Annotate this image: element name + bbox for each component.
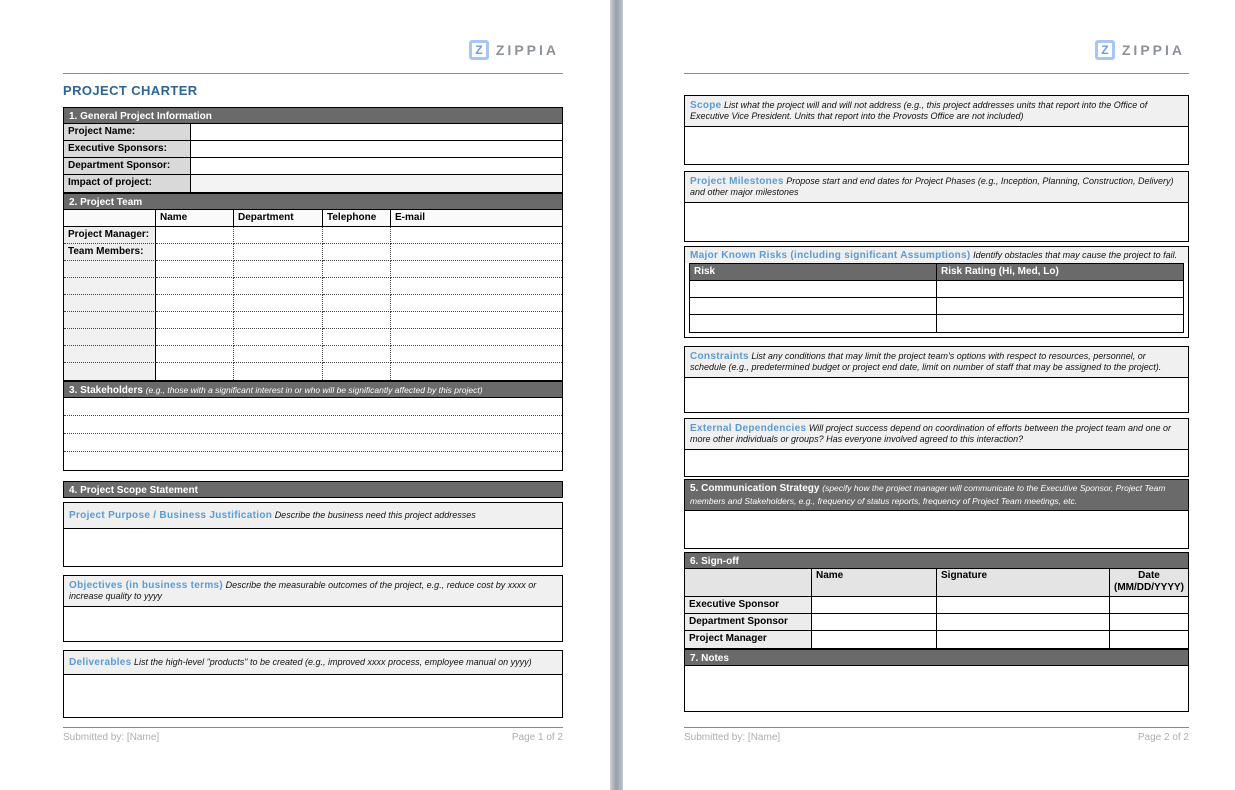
cell-input[interactable]: [391, 312, 562, 329]
cell-input[interactable]: [234, 295, 323, 312]
sign-off-table: [684, 569, 1189, 649]
page-1-footer: [63, 727, 563, 743]
page-number: Page 2 of 2: [1137, 732, 1189, 743]
cell-input[interactable]: [156, 329, 234, 346]
col-header-date: Date (MM/DD/YYYY): [1110, 569, 1188, 597]
risk-row: [690, 298, 1183, 315]
cell-input[interactable]: [323, 329, 391, 346]
section-5-header: 5. Communication Strategy (specify how the project manager will communicate to the Executive Sponsor, Project Team members and Stakeholders, e.g., frequency of status reports, frequency of Project Team meetings, etc.: [685, 480, 1188, 511]
constraints-box: [684, 346, 1189, 413]
team-empty-row: [64, 295, 562, 312]
cell-input[interactable]: [391, 278, 562, 295]
deliverables-box: [63, 650, 563, 718]
constraints-input[interactable]: [685, 378, 1188, 412]
col-header-email: E-mail: [391, 210, 562, 227]
cell-input[interactable]: [690, 281, 937, 298]
zippia-wordmark: ZIPPIA: [1121, 42, 1185, 58]
cell-input[interactable]: [156, 312, 234, 329]
project-manager-row: [64, 227, 562, 244]
sign-off-header-row: [685, 569, 1188, 597]
cell-input[interactable]: [690, 315, 937, 332]
external-dependencies-input[interactable]: [685, 450, 1188, 476]
submitted-by: Submitted by: [Name]: [63, 732, 160, 743]
cell-input[interactable]: [937, 631, 1110, 648]
scope-heading: Scope List what the project will and will not address (e.g., this project addresses units that report into the Office of Executive Vice President. Units that report into the Provosts Office are not included): [685, 96, 1188, 127]
zippia-logo: [1095, 40, 1185, 60]
objectives-input[interactable]: [64, 607, 562, 641]
team-table-header-row: [64, 210, 562, 227]
team-empty-row: [64, 329, 562, 346]
milestones-input[interactable]: [685, 203, 1188, 241]
team-empty-row: [64, 346, 562, 363]
page-1-header: [63, 0, 563, 74]
cell-input[interactable]: [1110, 631, 1188, 648]
section-3-header: 3. Stakeholders (e.g., those with a significant interest in or who will be significantly affected by this project): [63, 381, 563, 398]
section-2-header: 2. Project Team: [63, 193, 563, 210]
scope-box: [684, 95, 1189, 165]
communication-strategy-box: [684, 479, 1189, 549]
cell-input[interactable]: [156, 346, 234, 363]
cell-input[interactable]: [323, 227, 391, 244]
sign-off-corner-cell: [685, 569, 812, 597]
team-empty-row: [64, 261, 562, 278]
table-row: [64, 141, 562, 158]
col-header-risk: Risk: [690, 264, 937, 281]
cell-input[interactable]: [391, 363, 562, 380]
cell-input[interactable]: [391, 244, 562, 261]
deliverables-heading: Deliverables List the high-level "products" to be created (e.g., improved xxxx process, employee manual on yyyy): [64, 651, 562, 675]
cell-input[interactable]: [391, 227, 562, 244]
section-1-header: 1. General Project Information: [63, 107, 563, 124]
risks-box: [684, 246, 1189, 338]
risks-heading: Major Known Risks (including significant Assumptions) Identify obstacles that may cause the project to fail.: [685, 247, 1188, 263]
cell-input[interactable]: [937, 281, 1183, 298]
cell-input[interactable]: [323, 363, 391, 380]
notes-input[interactable]: [684, 666, 1189, 712]
cell-input[interactable]: [391, 346, 562, 363]
section-4-header: 4. Project Scope Statement: [63, 481, 563, 498]
deliverables-input[interactable]: [64, 675, 562, 717]
project-manager-label: Project Manager: [685, 631, 812, 648]
cell-input[interactable]: [937, 614, 1110, 631]
team-corner-cell: [64, 210, 156, 227]
stakeholders-box: [63, 398, 563, 471]
table-row: [64, 124, 562, 141]
project-manager-row: [685, 631, 1188, 648]
cell-input[interactable]: [234, 329, 323, 346]
project-purpose-input[interactable]: [64, 529, 562, 566]
team-empty-row: [64, 363, 562, 380]
col-header-signature: Signature: [937, 569, 1110, 597]
cell-input[interactable]: [323, 261, 391, 278]
team-members-row: [64, 244, 562, 261]
cell-input[interactable]: [234, 244, 323, 261]
cell-input[interactable]: [1110, 614, 1188, 631]
project-team-table: [63, 210, 563, 381]
cell-input[interactable]: [690, 298, 937, 315]
department-sponsor-row: [685, 614, 1188, 631]
section-7-header: 7. Notes: [684, 649, 1189, 666]
cell-input[interactable]: [156, 244, 234, 261]
scope-input[interactable]: [685, 127, 1188, 164]
cell-input[interactable]: [156, 363, 234, 380]
cell-input[interactable]: [812, 614, 937, 631]
cell-input[interactable]: [1110, 597, 1188, 614]
project-purpose-box: [63, 502, 563, 567]
cell-input[interactable]: [391, 261, 562, 278]
risk-row: [690, 281, 1183, 298]
cell-input[interactable]: [234, 312, 323, 329]
cell-input[interactable]: [812, 597, 937, 614]
zippia-logo-icon: Z: [1095, 40, 1115, 60]
table-row: [64, 158, 562, 175]
page-1: [0, 0, 610, 790]
objectives-box: [63, 575, 563, 642]
cell-input[interactable]: [234, 346, 323, 363]
team-empty-row: [64, 312, 562, 329]
page-2-header: [684, 0, 1189, 74]
stakeholder-input-row[interactable]: [64, 416, 562, 434]
cell-input[interactable]: [937, 298, 1183, 315]
project-manager-label: Project Manager:: [64, 227, 156, 244]
col-header-name: Name: [156, 210, 234, 227]
page-2: [623, 0, 1235, 790]
executive-sponsor-row: [685, 597, 1188, 614]
col-header-name: Name: [812, 569, 937, 597]
cell-input[interactable]: [156, 261, 234, 278]
team-members-label: Team Members:: [64, 244, 156, 261]
section-6-header: 6. Sign-off: [684, 552, 1189, 569]
department-sponsor-input[interactable]: [191, 158, 562, 175]
milestones-box: [684, 171, 1189, 242]
cell-input[interactable]: [391, 329, 562, 346]
project-purpose-heading: Project Purpose / Business Justification Describe the business need this project addresses: [64, 503, 562, 529]
cell-input[interactable]: [64, 346, 156, 363]
col-header-telephone: Telephone: [323, 210, 391, 227]
objectives-heading: Objectives (in business terms) Describe the measurable outcomes of the project, e.g., reduce cost by xxxx or increase quality to yyyy: [64, 576, 562, 607]
cell-input[interactable]: [323, 312, 391, 329]
page-title: PROJECT CHARTER: [63, 83, 198, 98]
cell-input[interactable]: [234, 278, 323, 295]
cell-input[interactable]: [937, 315, 1183, 332]
zippia-wordmark: ZIPPIA: [495, 42, 559, 58]
milestones-heading: Project Milestones Propose start and end dates for Project Phases (e.g., Inception, Planning, Construction, Delivery) and other major milestones: [685, 172, 1188, 203]
cell-input[interactable]: [64, 295, 156, 312]
page-2-footer: [684, 727, 1189, 743]
cell-input[interactable]: [323, 278, 391, 295]
impact-of-project-input[interactable]: [191, 175, 562, 192]
cell-input[interactable]: [156, 295, 234, 312]
stakeholder-input-row[interactable]: [64, 452, 562, 470]
risk-table: [689, 263, 1184, 333]
cell-input[interactable]: [64, 278, 156, 295]
stakeholder-input-row[interactable]: [64, 398, 562, 416]
cell-input[interactable]: [234, 261, 323, 278]
cell-input[interactable]: [937, 597, 1110, 614]
cell-input[interactable]: [234, 363, 323, 380]
cell-input[interactable]: [156, 227, 234, 244]
section-3-note: (e.g., those with a significant interest in or who will be significantly affected by this project): [145, 385, 483, 395]
cell-input[interactable]: [812, 631, 937, 648]
communication-strategy-input[interactable]: [685, 511, 1188, 548]
executive-sponsors-label: Executive Sponsors:: [64, 141, 191, 158]
table-row: [64, 175, 562, 192]
col-header-risk-rating: Risk Rating (Hi, Med, Lo): [937, 264, 1183, 281]
external-dependencies-heading: External Dependencies Will project success depend on coordination of efforts between the project team and one or more other individuals or groups? Has everyone involved agreed to this interaction?: [685, 419, 1188, 450]
department-sponsor-label: Department Sponsor:: [64, 158, 191, 175]
cell-input[interactable]: [156, 278, 234, 295]
executive-sponsors-input[interactable]: [191, 141, 562, 158]
cell-input[interactable]: [323, 244, 391, 261]
zippia-logo: [469, 40, 559, 60]
executive-sponsor-label: Executive Sponsor: [685, 597, 812, 614]
cell-input[interactable]: [234, 227, 323, 244]
col-header-department: Department: [234, 210, 323, 227]
cell-input[interactable]: [64, 261, 156, 278]
cell-input[interactable]: [323, 346, 391, 363]
constraints-heading: Constraints List any conditions that may limit the project team's options with respect to resources, personnel, or schedule (e.g., predetermined budget or project end date, limit on number of staff that may be assigned to the project).: [685, 347, 1188, 378]
cell-input[interactable]: [323, 295, 391, 312]
stakeholder-input-row[interactable]: [64, 434, 562, 452]
impact-of-project-label: Impact of project:: [64, 175, 191, 192]
page-divider: [610, 0, 623, 790]
risk-row: [690, 315, 1183, 332]
team-empty-row: [64, 278, 562, 295]
project-name-label: Project Name:: [64, 124, 191, 141]
cell-input[interactable]: [391, 295, 562, 312]
cell-input[interactable]: [64, 312, 156, 329]
cell-input[interactable]: [64, 329, 156, 346]
submitted-by: Submitted by: [Name]: [684, 732, 781, 743]
page-number: Page 1 of 2: [511, 732, 563, 743]
general-info-table: [63, 124, 563, 193]
project-name-input[interactable]: [191, 124, 562, 141]
zippia-logo-icon: Z: [469, 40, 489, 60]
department-sponsor-label: Department Sponsor: [685, 614, 812, 631]
external-dependencies-box: [684, 418, 1189, 477]
risk-table-header-row: [690, 264, 1183, 281]
cell-input[interactable]: [64, 363, 156, 380]
